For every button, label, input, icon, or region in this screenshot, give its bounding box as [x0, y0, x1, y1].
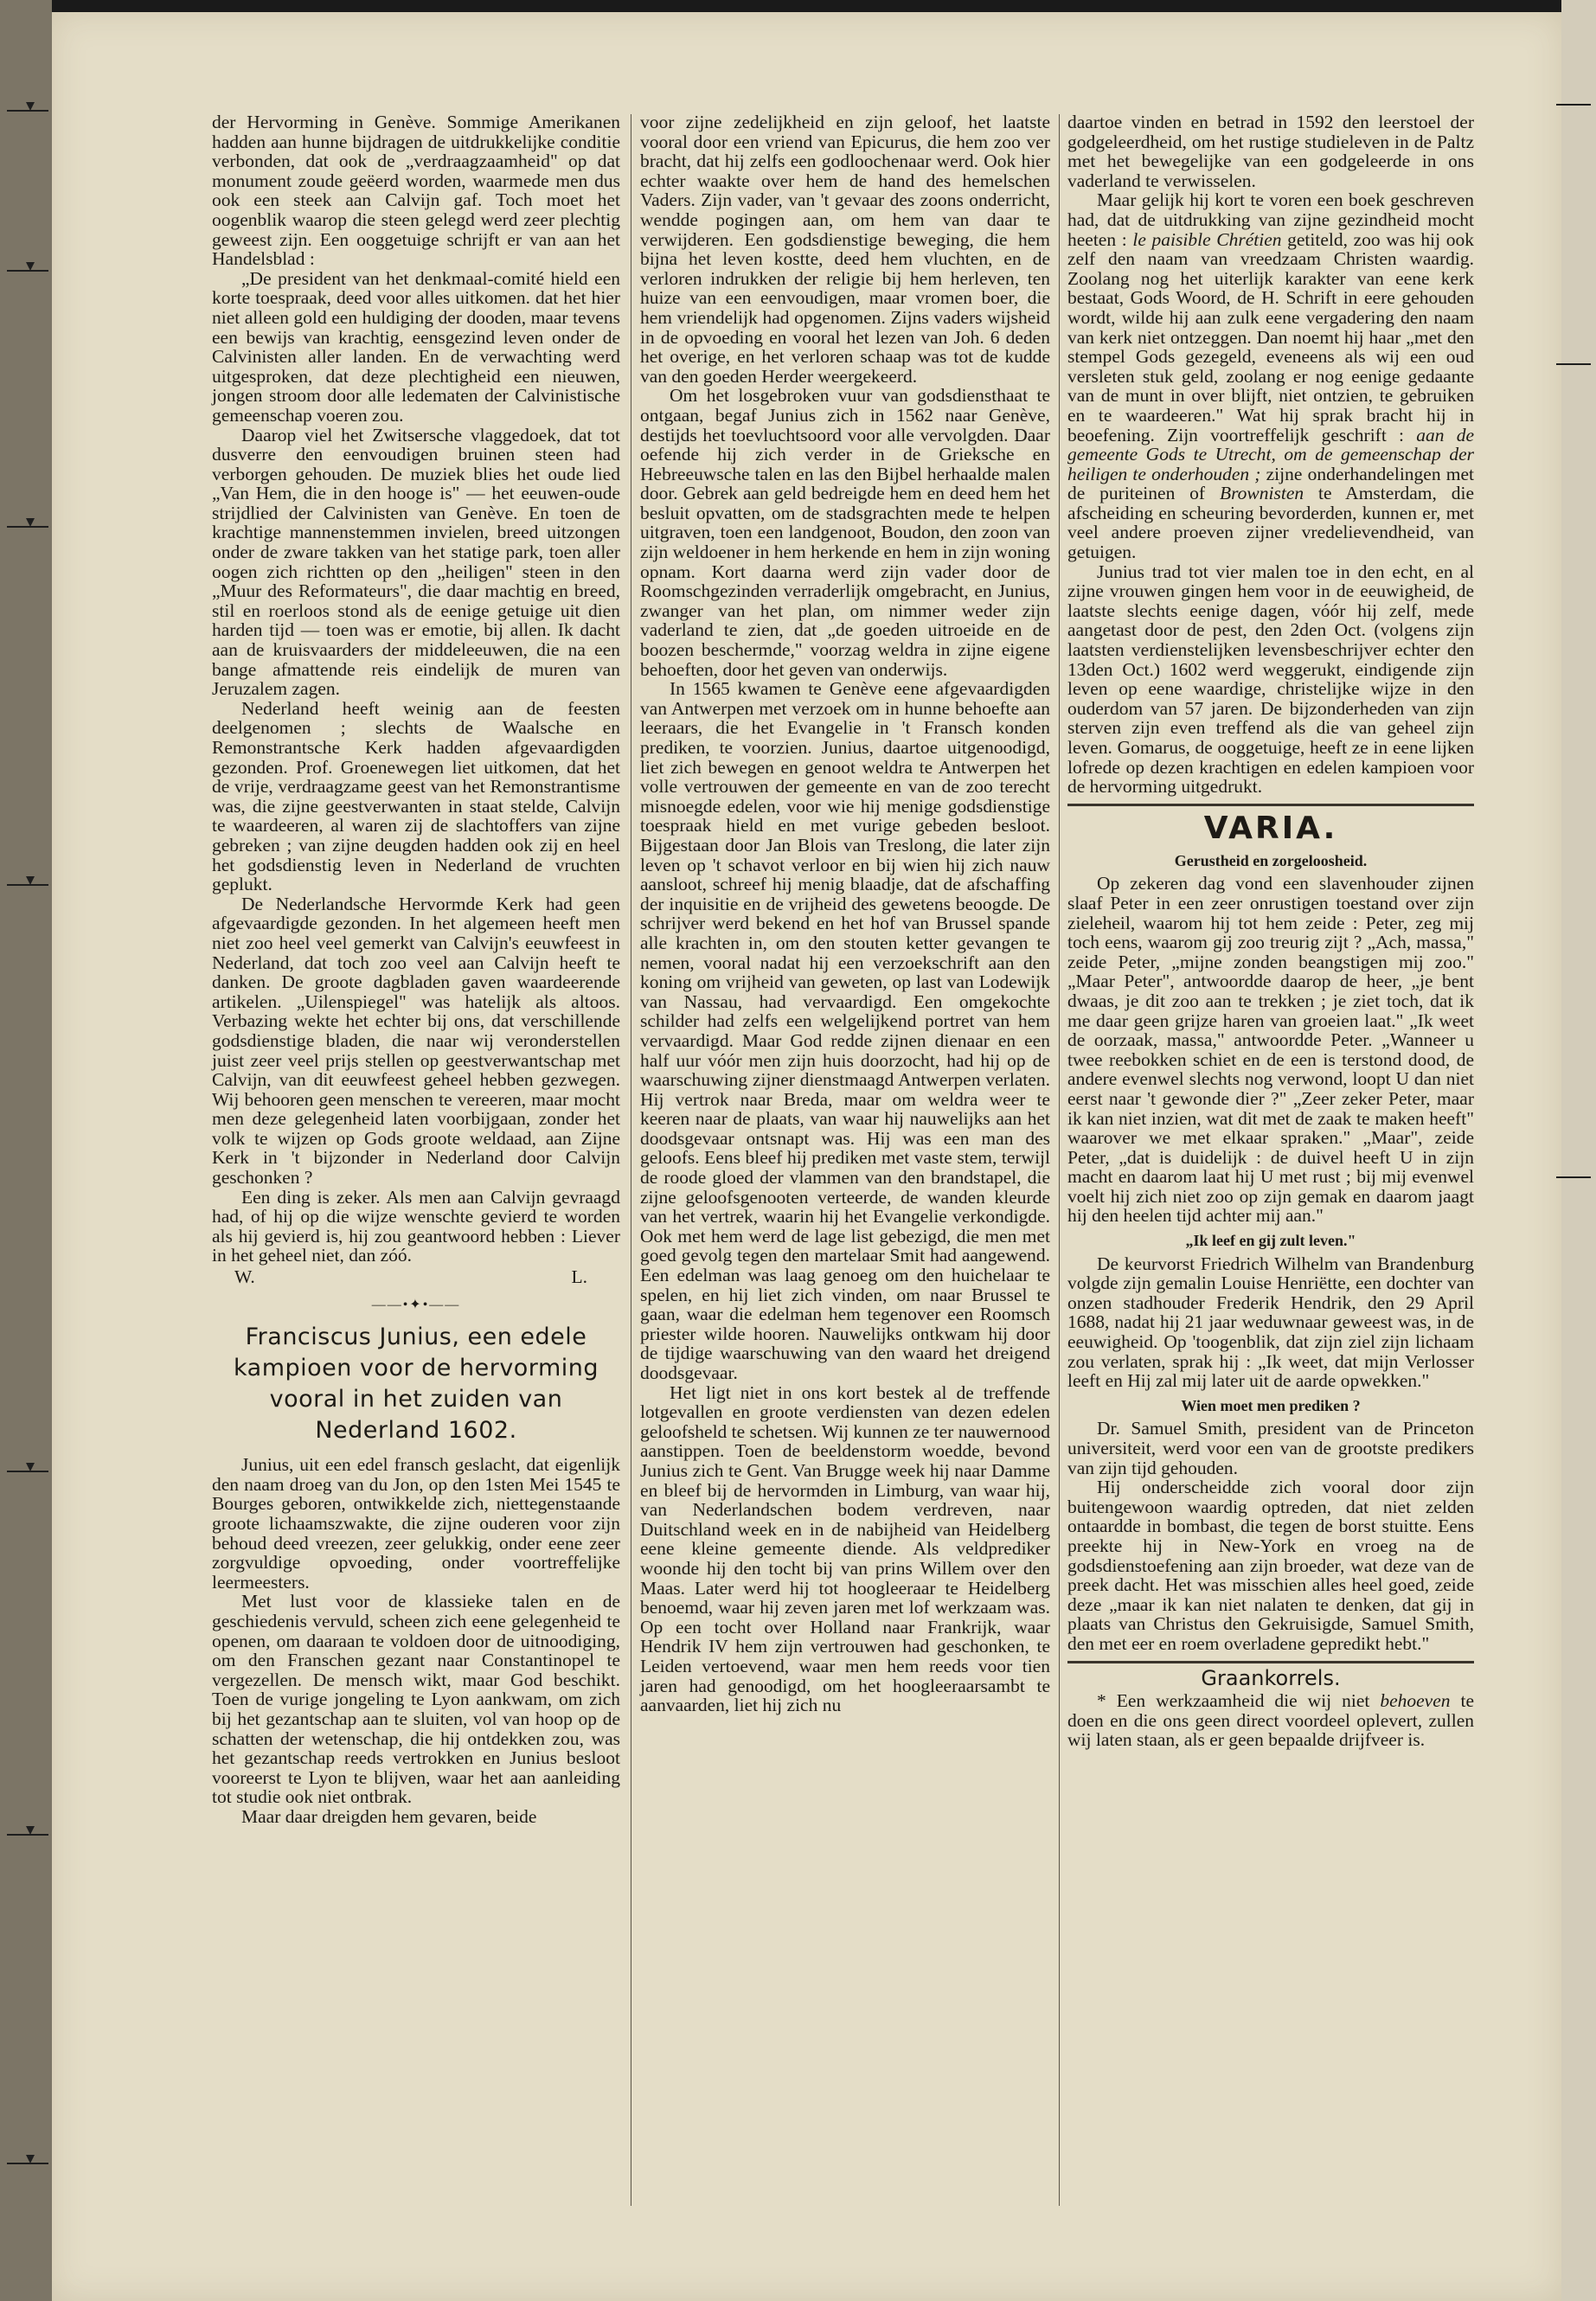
- signature-initial-l: L.: [571, 1266, 587, 1288]
- paragraph: Junius, uit een edel fransch geslacht, dat eigenlijk den naam droeg van du Jon, op den 1sten Mei 1545 te Bourges geboren, ontwikkelde zich, niettegenstaande groote lichaamszwakte, die zijne ouderen voor zijn behoud deed vreezen, zeer gelukkig, onder eene zeer zorgvuldige opvoeding, onder voortreffelijke leermeesters.: [212, 1454, 620, 1593]
- ornament-divider: ——•✦•——: [371, 1297, 461, 1312]
- paragraph: In 1565 kwamen te Genève eene afgevaardigden van Antwerpen met verzoek om in hunne behoefte aan leeraars, die het Evangelie in 't Fransch konden prediken, te voorzien. Junius, daartoe uitgenoodigd, liet zich bewegen en genoot weldra te Antwerpen het volle vertrouwen der gemeente en van de zoo terecht misnoegde edelen, voor wie hij menige godsdienstige toespraak hield en met vurige gebeden besloot. Bijgestaan door Jan Blois van Treslong, die later zijn leven op 't schavot verloor en bij wien hij zich nauw aansloot, schreef hij menig blaadje, dat de afschaffing der inquisitie en de vrijheid des gewetens beoogde. De schrijver werd bekend en het hof van Brussel spande alle krachten in, om den stouten ketter gevangen te nemen, vooral nadat hij een verzoekschrift aan den koning om vrijheid van geweten, op last van Lodewijk van Nassau, had vervaardigd. Een omgekochte schilder had zelfs een welgelijkend portret van hem vervaardigd. Maar God redde zijnen dienaar en een half uur vóór men zijn huis doorzocht, had hij op de waarschuwing zijner dienstmaagd Antwerpen verlaten. Hij vertrok naar Breda, maar om weldra weer te keeren naar de plaats, van waar hij nauwelijks aan het doodsgevaar ontsnapt was. Hij was een man des geloofs. Eens bleef hij prediken met vaste stem, terwijl de roode gloed der vlammen van den brandstapel, die zijne geloofsgenooten verteerde, de wanden kleurde van het vertrek, waarin hij het Evangelie verkondigde. Ook met hem werd de lage list gebezigd, die men met goed gevolg tegen den martelaar Smit had aangewend. Een edelman was laag genoeg om den huichelaar te spelen, en hij liet zich vinden, om naar Brussel te gaan, waar die edelman hem tegenover een Roomsch priester wilde hooren. Nauwelijks ontkwam hij door de tijdige waarschuwing van den waard het dreigend doodsgevaar.: [640, 678, 1050, 1383]
- signature-initial-w: W.: [234, 1266, 255, 1288]
- edge-mark: [1556, 1176, 1591, 1178]
- edge-mark: [1556, 363, 1591, 365]
- paragraph: [1067, 190, 1474, 561]
- edge-mark: [1556, 104, 1591, 106]
- paragraph: Junius trad tot vier malen toe in den echt, en al zijne vrouwen gingen hem voor in de eeuwigheid, de laatste slechts eenige dagen, vóór hij zelf, mede aangetast door de pest, den 2den Oct. (volgens zijn laatsten verdienstelijken levensbeschrijver echter den 13den Oct.) 1602 werd weggerukt, eindigende zijn leven op eene waardige, christelijke wijze in den ouderdom van 57 jaren. De bijzonderheden van zijn sterven zijn even treffend als die van geheel zijn leven. Gomarus, de ooggetuige, heeft ze in eene lijken lofrede op dezen krachtigen en edelen kampioen voor de hervorming uitgedrukt.: [1067, 561, 1474, 798]
- paragraph: voor zijne zedelijkheid en zijn geloof, het laatste vooral door een vriend van Epicurus, die hem zoo ver bracht, dat hij zelfs een godloochenaar werd. Ook hier echter waakte over hem de hand des hemelschen Vaders. Zijn vader, van 't gevaar des zoons onderricht, wendde pogingen aan, om hem van daar te verwijderen. Een godsdienstige beweging, die hem bijna het leven kostte, deed hem vluchten, en de verloren indrukken der religie bij hem herleven, ten huize van een eenvoudigen, maar vromen boer, die hem vriendelijk had opgenomen. Zijns vaders wijsheid in de opvoeding en vooral het lezen van Joh. 6 deden het overige, en het verloren schaap was tot de kudde van den goeden Herder weergekeerd.: [640, 112, 1050, 387]
- section-heading-graankorrels: Graankorrels.: [1201, 1665, 1341, 1690]
- title-line: Nederland 1602.: [315, 1417, 517, 1445]
- column-right: [1067, 112, 1474, 1750]
- column-middle: [640, 112, 1050, 1715]
- paragraph: De keurvorst Friedrich Wilhelm van Brandenburg volgde zijn gemalin Louise Henriëtte, een dochter van onzen stadhouder Frederik Hendrik, den 29 April 1688, nadat hij 21 jaar weduwnaar geweest was, in de eeuwigheid. Op 'toogenblik, dat zijn ziel zijn lichaam zou verlaten, sprak hij : „Ik weet, dat mijn Verlosser leeft en Hij zal mij later uit de aarde opwekken.": [1067, 1253, 1474, 1392]
- section-divider: [1067, 1661, 1474, 1663]
- paragraph: Het ligt niet in ons kort bestek al de treffende lotgevallen en groote verdiensten van dezen edelen geloofsheld te schetsen. Wij kunnen ze ter nauwernood aanstippen. Toen de beeldenstorm woedde, bevond Junius zich te Gent. Van Brugge week hij naar Damme en bleef bij de hervormden in Limburg, van waar hij, van Nederlandschen bodem verdreven, naar Duitschland week en in de nabijheid van Heidelberg eene kleine gemeente diende. Als veldprediker woonde hij den tocht bij van prins Willem over den Maas. Later werd hij tot hoogleeraar te Heidelberg benoemd, waar hij zeven jaren met lof werkzaam was. Op een tocht over Holland naar Frankrijk, waar Hendrik IV hem zijn vertrouwen had geschonken, te Leiden vertoevend, waar men hem reeds voor tien jaren had genoodigd, om het hoogleeraarsambt te aanvaarden, liet hij zich nu: [640, 1381, 1050, 1716]
- signature: [212, 1267, 620, 1287]
- paragraph: Nederland heeft weinig aan de feesten deelgenomen ; slechts de Waalsche en Remonstrantsche Kerk hadden afgevaardigden gezonden. Prof. Groenewegen liet uitkomen, dat het de vrije, verdraagzame geest van het Remonstrantisme was, die zijne geestverwanten in staat stelde, Calvijn te waardeeren, al waren zij de slachtoffers van zijne gebreken ; van zijne deugden hadden ook zij en heel het godsdienstig leven in Nederland de vruchten geplukt.: [212, 697, 620, 895]
- group-name: Brownisten: [1219, 483, 1304, 504]
- paragraph: „De president van het denkmaal-comité hield een korte toespraak, deed voor alles uitkomen. dat het hier niet alleen gold een huldiging der dooden, maar tevens een bewijs van krachtig, eensgezind leven onder de Calvinisten aller landen. En de verwachting werd uitgesproken, dat deze plechtigheid een nieuwen, jongen stroom door alle ledematen der Calvinistische gemeenschap voeren zou.: [212, 267, 620, 426]
- article-title: [212, 1322, 620, 1446]
- text-run: zijne onderhandelingen met de puriteinen of: [1067, 463, 1474, 504]
- section-heading-varia: VARIA.: [1203, 810, 1338, 846]
- paragraph: [1067, 1691, 1474, 1750]
- top-border: [0, 0, 1596, 12]
- book-title: aan de gemeente Gods te Utrecht, om de gemeenschap der heiligen te onderhouden ;: [1067, 424, 1474, 484]
- emphasis: behoeven: [1380, 1690, 1451, 1712]
- section-divider: [1067, 804, 1474, 806]
- title-line: kampioen voor de hervorming: [233, 1355, 599, 1382]
- binding-mark: [7, 270, 48, 272]
- title-line: Franciscus Junius, een edele: [245, 1324, 587, 1351]
- subheading: „Ik leef en gij zult leven.": [1185, 1232, 1356, 1250]
- column-left: [212, 112, 620, 1827]
- paragraph: Met lust voor de klassieke talen en de geschiedenis vervuld, scheen zich eene gelegenheid te openen, om daaraan te voldoen door de uitnoodiging, om den Franschen gezant naar Constantinopel te vergezellen. De mensch wikt, maar God beschikt. Toen de vurige jongeling te Lyon aankwam, om zich bij het gezantschap aan te sluiten, vol van hoop op de schatten der wetenschap, die hij ontdekken zou, was het gezantschap reeds vertrokken en Junius besloot vooreerst te Lyon te blijven, waar het aan aanleiding tot studie ook niet ontbrak.: [212, 1591, 620, 1808]
- subheading: Wien moet men prediken ?: [1181, 1396, 1361, 1414]
- column-rule: [1059, 114, 1060, 2206]
- binding-mark: [7, 526, 48, 528]
- text-run: te doen en die ons geen direct voordeel oplevert, zullen wij laten staan, als er geen bepaalde drijfveer is.: [1067, 1690, 1474, 1751]
- book-title: le paisible Chrétien: [1132, 228, 1282, 250]
- scan-right-edge: [1561, 0, 1596, 2301]
- text-run: Maar gelijk hij kort te voren een boek geschreven had, dat de uitdrukking van zijne gezindheid mocht heeten :: [1067, 189, 1474, 250]
- paragraph: Een ding is zeker. Als men aan Calvijn gevraagd had, of hij op die wijze wenschte gevierd te worden als hij gevierd is, hij zou geantwoord hebben : Liever in het geheel niet, dan zóó.: [212, 1186, 620, 1266]
- binding-mark: [7, 110, 48, 112]
- text-run: te Amsterdam, die afscheiding en scheuring bevorderden, kunnen er, met veel andere proeven zijner vredelievendheid, van getuigen.: [1067, 483, 1474, 563]
- paragraph: Dr. Samuel Smith, president van de Princeton universiteit, werd voor een van de grootste predikers van zijn tijd gehouden.: [1067, 1418, 1474, 1478]
- title-line: vooral in het zuiden van: [269, 1386, 563, 1413]
- subheading: Gerustheid en zorgeloosheid.: [1174, 851, 1368, 869]
- paragraph: Om het losgebroken vuur van godsdiensthaat te ontgaan, begaf Junius zich in 1562 naar Genève, destijds het toevluchtsoord voor alle vervolgden. Daar oefende hij zich verder in de Grieksche en Hebreeuwsche talen en las den Bijbel herhaalde malen door. Gebrek aan geld bedreigde hem en deed hem het besluit opvatten, om de stadsgrachten mede te helpen uitgraven, toen een landgenoot, Boudon, den zoon van zijn weldoener in hem herkende en hem in zijn woning opnam. Kort daarna werd zijn vader door de Roomschgezinden verraderlijk omgebracht, en Junius, zwanger van het plan, om nimmer weder zijn vaderland te zien, dat „de goeden uitroeide en de boozen beschermde," voorzag weldra in zijne eigene behoeften, door het geven van onderwijs.: [640, 385, 1050, 680]
- paragraph: Hij onderscheidde zich vooral door zijn buitengewoon waardig optreden, dat niet zelden ontaardde in bombast, die tegen de borst stuitte. Eens preekte hij in New-York en vroeg na de godsdienstoefening aan zijn broeder, wat deze van de preek dacht. Het was misschien alles heel goed, zeide deze „maar ik kan niet nalaten te denken, dat gij in plaats van Christus den Gekruisigde, Samuel Smith, den met eer en roem overladene gepredikt hebt.": [1067, 1477, 1474, 1654]
- scan-left-edge: [0, 0, 52, 2301]
- binding-mark: [7, 1471, 48, 1472]
- binding-mark: [7, 1834, 48, 1836]
- paragraph: daartoe vinden en betrad in 1592 den leerstoel der godgeleerdheid, om het rustige studieleven in de Paltz met het bewegelijke van een godgeleerde in ons vaderland te verwisselen.: [1067, 112, 1474, 191]
- paragraph: De Nederlandsche Hervormde Kerk had geen afgevaardigde gezonden. In het algemeen heeft men niet zoo heel veel gemerkt van Calvijn's eeuwfeest in Nederland, dat toch zoo veel aan Calvijn heeft te danken. De groote dagbladen gaven waardeerende artikelen. „Uilenspiegel" was hatelijk als altoos. Verbazing wekte het echter bij ons, dat verschillende godsdienstige bladen, die naar wij veronderstellen juist zeer veel prijs stellen op geestverwantschap met Calvijn, van dit eeuwfeest geheel hebben gezwegen. Wij behooren geen menschen te vereeren, maar mocht men deze gelegenheid laten voorbijgaan, zonder het volk te wijzen op Gods groote weldaad, aan Zijne Kerk in 't bijzonder in Nederland door Calvijn geschonken ?: [212, 893, 620, 1189]
- paragraph: der Hervorming in Genève. Sommige Amerikanen hadden aan hunne bijdragen de uitdrukkelijke conditie verbonden, dat ook de „verdraagzaamheid" op dat monument zoude geëerd worden, waarmede men dus ook een steek aan Calvijn gaf. Toch moet het oogenblik waarop die steen gelegd werd zeer plechtig geweest zijn. Een ooggetuige schrijft er van aan het Handelsblad :: [212, 112, 620, 270]
- paragraph: Daarop viel het Zwitsersche vlaggedoek, dat tot dusverre den eenvoudigen bruinen steen had verborgen gehouden. De muziek blies het oude lied „Van Hem, die in den hooge is" — het eeuwen-oude strijdlied der Calvinisten van Genève. En toen de krachtige mannenstemmen invielen, breed uitzongen onder de zware takken van het statige park, toen aller oogen zich richtten op den „heiligen" steen in den „Muur des Reformateurs", die daar machtig en breed, stil en roerloos stond als de eenige getuige uit dien harden tijd — toen was er emotie, bij allen. Ik dacht aan de kruisvaarders der middeleeuwen, die na een bange afmattende reis eindelijk de muren van Jeruzalem zagen.: [212, 424, 620, 700]
- binding-mark: [7, 884, 48, 886]
- binding-mark: [7, 2163, 48, 2164]
- text-run: * Een werkzaamheid die wij niet: [1097, 1690, 1381, 1712]
- paragraph: Maar daar dreigden hem gevaren, beide: [241, 1805, 537, 1827]
- text-run: getiteld, zoo was hij ook zelf den naam van vreedzaam Christen waardig. Zoolang nog het uiterlijk karakter van eene kerk bestaat, Gods Woord, de H. Schrift in eere gehouden wordt, wilde hij aan zulk eene vergadering den naam van kerk niet ontzeggen. Dan noemt hij haar „met den stempel Gods gezegeld, eveneens als wij een oud versleten stuk geld, zoolang er nog eenige gedaante van de munt in over blijft, niet ontzien, te gebruiken en te waardeeren." Wat hij sprak bracht hij in beoefening. Zijn voortreffelijk geschrift :: [1067, 228, 1475, 445]
- paragraph: Op zekeren dag vond een slavenhouder zijnen slaaf Peter in een zeer onrustigen toestand over zijn zieleheil, waarom hij tot hem zeide : Peter, zeg mij toch eens, waarom gij zoo treurig zijt ? „Ach, massa," zeide Peter, „mijne zonden beangstigen mij zoo." „Maar Peter", antwoordde daarop de heer, „je bent dwaas, je dit zoo aan te trekken ; je ziet toch, dat ik me daar geen grijze haren van groeien laat." „Ik weet de oorzaak, massa," antwoordde Peter. „Wanneer u twee reebokken schiet en de een is terstond dood, de andere evenwel slechts nog verwond, loopt U dan niet eerst naar 't gewonde dier ?" „Zeer zeker Peter, maar ik kan niet inzien, wat dit met de zaak te maken heeft" waarover we met elkaar spraken." „Maar", zeide Peter, „dat is duidelijk : de duivel heeft U in zijn macht en daarom laat hij U met rust ; bij mij evenwel voelt hij zich niet zoo op zijn gemak en daarom jaagt hij den heelen tijd achter mij aan.": [1067, 873, 1474, 1227]
